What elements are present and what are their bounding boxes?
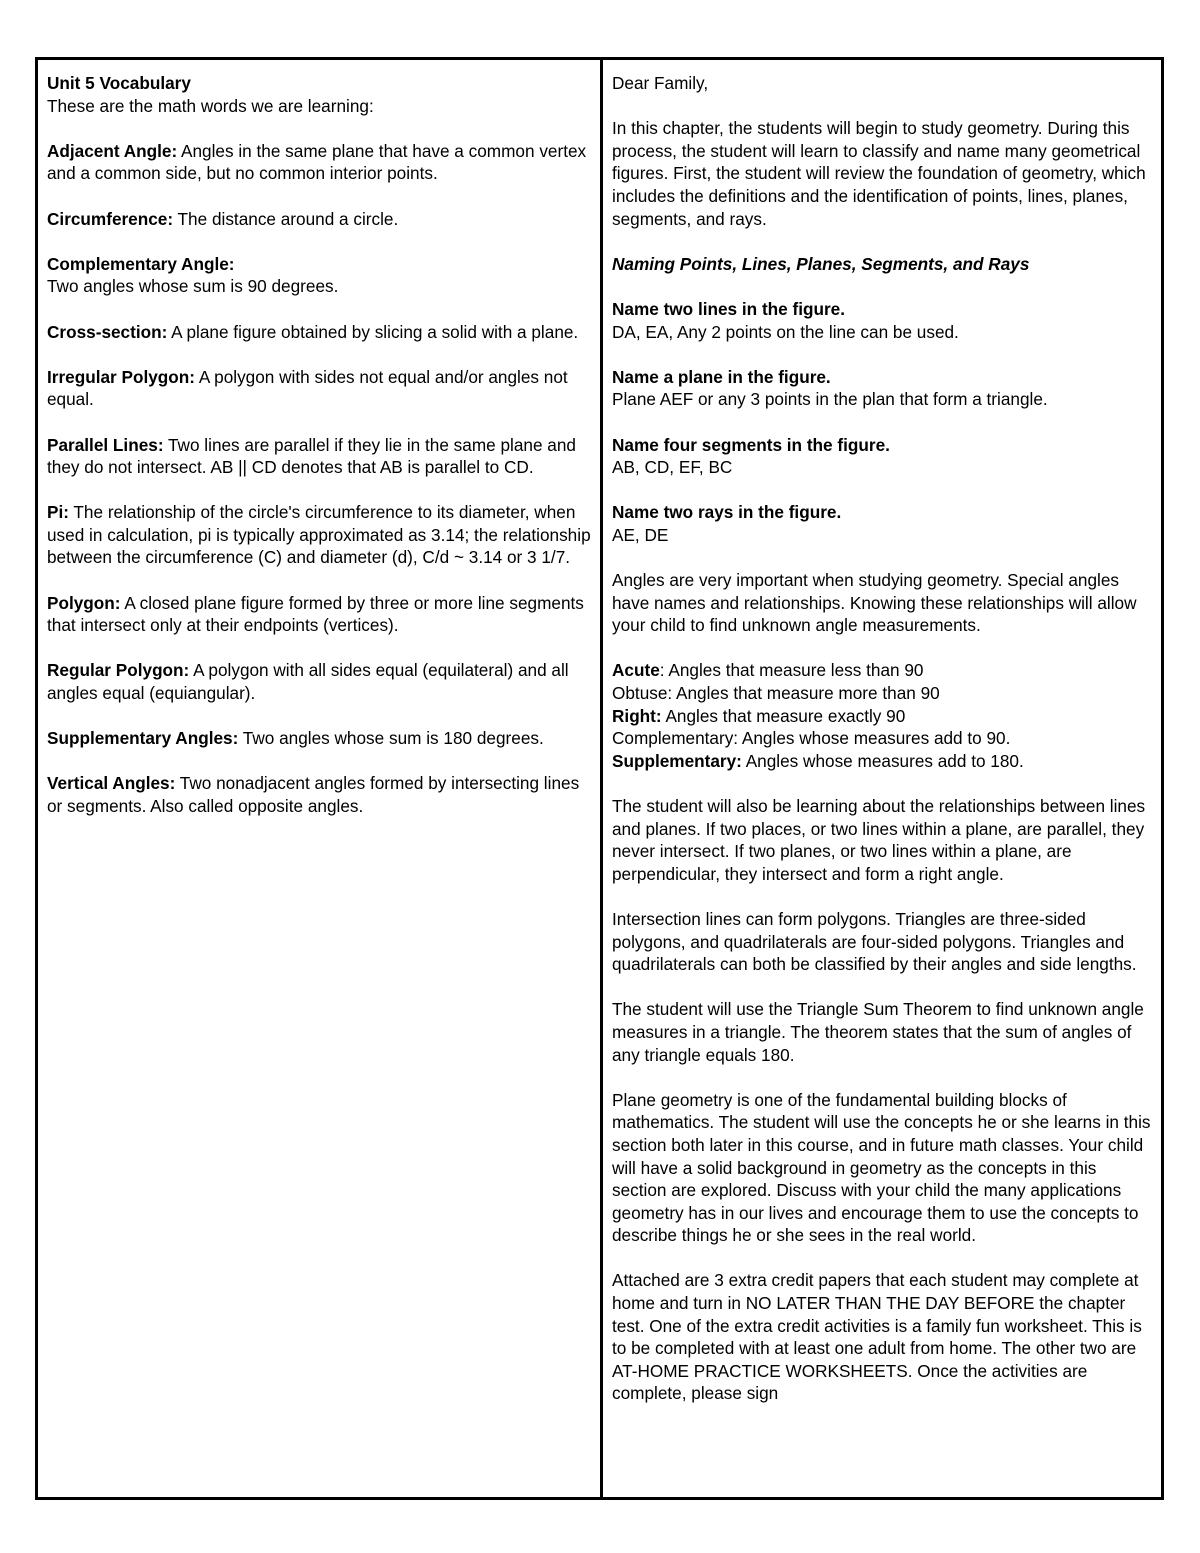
paragraph-triangle-sum: The student will use the Triangle Sum Theorem to find unknown angle measures in a triangle. The theorem states that the sum of angles of any triangle equals 180. (612, 999, 1144, 1065)
vocabulary-column (38, 60, 603, 1497)
vocab-term-polygon: Polygon: A closed plane figure formed by three or more line segments that intersect only at their endpoints (vertices). (47, 592, 584, 636)
vocab-term-complementary-angle: Complementary Angle: Two angles whose sum is 90 degrees. (47, 253, 339, 297)
letter-intro: In this chapter, the students will begin to study geometry. During this process, the student will learn to classify and name many geometrical figures. First, the student will review the foundation of geometry, which includes the definitions and the identification of points, lines, planes, segments, and rays. (612, 118, 1146, 229)
angle-obtuse: Obtuse: Angles that measure more than 90 (612, 683, 940, 704)
angle-complementary: Complementary: Angles whose measures add to 90. (612, 728, 1011, 749)
qa-plane: Name a plane in the figure. Plane AEF or any 3 points in the plan that form a triangle. (612, 366, 1048, 410)
vocab-term-irregular-polygon: Irregular Polygon: A polygon with sides not equal and/or angles not equal. (47, 366, 568, 410)
letter-greeting: Dear Family, (612, 73, 709, 93)
vocab-term-supplementary-angles: Supplementary Angles: Two angles whose sum is 180 degrees. (47, 728, 544, 749)
vocab-term-pi: Pi: The relationship of the circle's circumference to its diameter, when used in calculation, pi is typically approximated as 3.14; the relationship between the circumference (C) and diameter (d), C/d ~ 3.14 or 3 1/7. (47, 502, 591, 568)
paragraph-plane-geometry: Plane geometry is one of the fundamental building blocks of mathematics. The student will use the concepts he or she learns in this section both later in this course, and in future math classes. Your child will have a solid background in geometry as the concepts in this section are explored. Discuss with your child the many applications geometry has in our lives and encourage them to use the concepts to describe things he or she sees in the real world. (612, 1089, 1151, 1246)
angle-right: Right: Angles that measure exactly 90 (612, 705, 906, 726)
vocab-term-cross-section: Cross-section: A plane figure obtained by slicing a solid with a plane. (47, 321, 579, 342)
section-heading: Naming Points, Lines, Planes, Segments, and Rays (612, 253, 1030, 274)
vocab-term-adjacent-angle: Adjacent Angle: Angles in the same plane that have a common vertex and a common side, but no common interior points. (47, 140, 587, 184)
qa-segments: Name four segments in the figure. AB, CD, EF, BC (612, 434, 890, 478)
vocab-intro: These are the math words we are learning: (47, 95, 374, 116)
angle-types-list (612, 659, 1152, 772)
qa-rays: Name two rays in the figure. AE, DE (612, 502, 842, 545)
newsletter-table (35, 57, 1164, 1500)
paragraph-polygons: Intersection lines can form polygons. Triangles are three-sided polygons, and quadrilaterals are four-sided polygons. Triangles and quadrilaterals can both be classified by their angles and side lengths. (612, 908, 1137, 975)
angle-acute: Acute: Angles that measure less than 90 (612, 660, 924, 681)
vocab-term-parallel-lines: Parallel Lines: Two lines are parallel if they lie in the same plane and they do not intersect. AB || CD denotes that AB is parallel to CD. (47, 434, 576, 478)
vocab-term-regular-polygon: Regular Polygon: A polygon with all sides equal (equilateral) and all angles equal (equiangular). (47, 660, 569, 704)
angle-supplementary: Supplementary: Angles whose measures add to 180. (612, 750, 1024, 771)
vocab-term-vertical-angles: Vertical Angles: Two nonadjacent angles formed by intersecting lines or segments. Also called opposite angles. (47, 773, 580, 816)
angles-intro: Angles are very important when studying geometry. Special angles have names and relationships. Knowing these relationships will allow your child to find unknown angle measurements. (612, 570, 1137, 636)
vocab-title: Unit 5 Vocabulary (47, 73, 191, 93)
family-letter-column (603, 60, 1161, 1497)
vocab-term-circumference: Circumference: The distance around a circle. (47, 208, 399, 229)
paragraph-lines-planes: The student will also be learning about the relationships between lines and planes. If two places, or two lines within a plane, are parallel, they never intersect. If two planes, or two lines within a plane, are perpendicular, they intersect and form a right angle. (612, 796, 1146, 884)
paragraph-extra-credit: Attached are 3 extra credit papers that each student may complete at home and turn in NO LATER THAN THE DAY BEFORE the chapter test. One of the extra credit activities is a family fun worksheet. This is to be completed with at least one adult from home. The other two are AT-HOME PRACTICE WORKSHEETS. Once the activities are complete, please sign (612, 1270, 1142, 1404)
qa-lines: Name two lines in the figure. DA, EA, Any 2 points on the line can be used. (612, 298, 959, 342)
